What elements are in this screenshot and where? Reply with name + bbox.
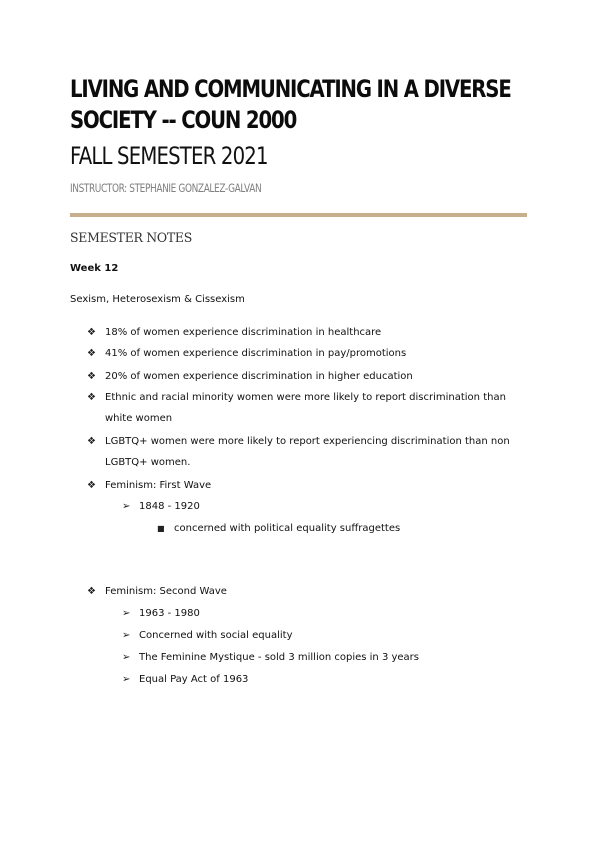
- list-item: concerned with political equality suffragettes: [174, 523, 401, 534]
- list-item: Feminism: Second Wave: [105, 586, 227, 597]
- list-item: Equal Pay Act of 1963: [139, 674, 249, 685]
- list-item: The Feminine Mystique - sold 3 million copies in 3 years: [139, 652, 419, 663]
- arrow-bullet-icon: ➢: [122, 630, 131, 641]
- diamond-bullet-icon: ❖: [87, 371, 96, 382]
- course-title: LIVING AND COMMUNICATING IN A DIVERSE SOCIETY -- COUN 2000: [70, 75, 511, 134]
- list-item: 41% of women experience discrimination in pay/promotions: [105, 348, 407, 359]
- list-item: Feminism: First Wave: [105, 480, 212, 491]
- header-divider: [70, 213, 527, 217]
- arrow-bullet-icon: ➢: [122, 674, 131, 685]
- list-item: Concerned with social equality: [139, 630, 293, 641]
- semester-subtitle: FALL SEMESTER 2021: [70, 142, 268, 170]
- week-label: Week 12: [70, 263, 119, 274]
- diamond-bullet-icon: ❖: [87, 392, 96, 403]
- list-item: 1963 - 1980: [139, 608, 200, 619]
- list-item: Ethnic and racial minority women were more likely to report discrimination than white women: [105, 392, 506, 424]
- section-heading: SEMESTER NOTES: [70, 231, 193, 246]
- diamond-bullet-icon: ❖: [87, 327, 96, 338]
- list-item: 1848 - 1920: [139, 501, 200, 512]
- list-item: 20% of women experience discrimination in higher education: [105, 371, 413, 382]
- topic-title: Sexism, Heterosexism & Cissexism: [70, 294, 245, 305]
- arrow-bullet-icon: ➢: [122, 608, 131, 619]
- diamond-bullet-icon: ❖: [87, 436, 96, 447]
- list-item: 18% of women experience discrimination in healthcare: [105, 327, 382, 338]
- arrow-bullet-icon: ➢: [122, 501, 131, 512]
- arrow-bullet-icon: ➢: [122, 652, 131, 663]
- instructor-line: INSTRUCTOR: STEPHANIE GONZALEZ-GALVAN: [70, 181, 262, 195]
- list-item: LGBTQ+ women were more likely to report experiencing discrimination than non LGBTQ+ women.: [105, 436, 510, 468]
- square-bullet-icon: ■: [157, 524, 165, 533]
- diamond-bullet-icon: ❖: [87, 586, 96, 597]
- diamond-bullet-icon: ❖: [87, 348, 96, 359]
- diamond-bullet-icon: ❖: [87, 480, 96, 491]
